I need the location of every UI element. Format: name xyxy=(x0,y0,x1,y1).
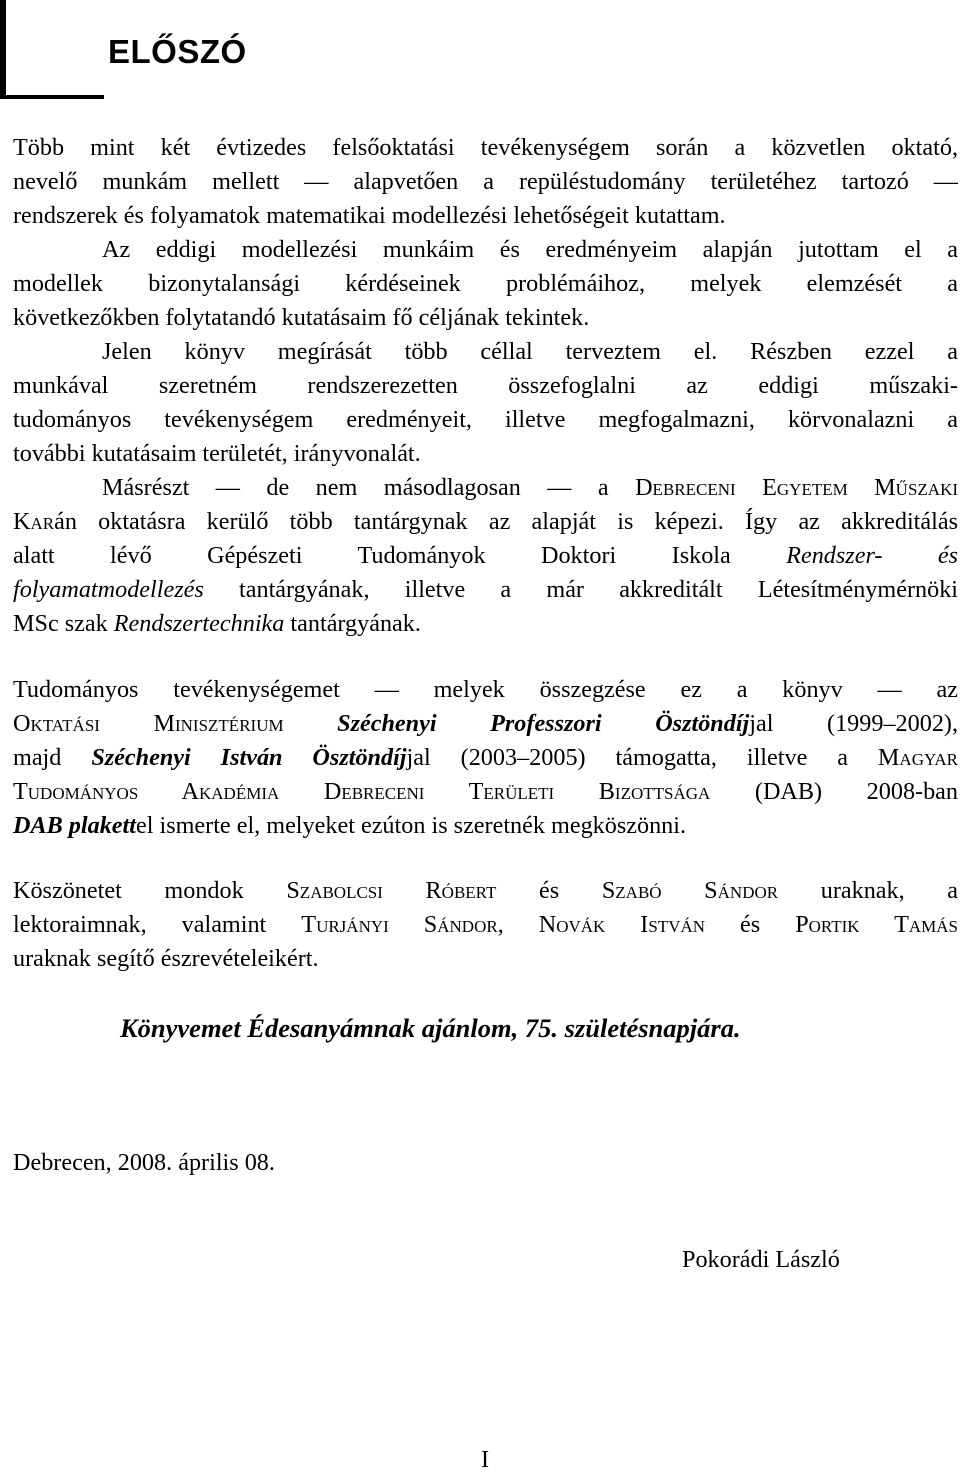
page-title: ELŐSZÓ xyxy=(108,33,247,70)
institution-name: Kar xyxy=(13,508,55,535)
text-line: további kutatásaim területét, irányvonalát. xyxy=(13,440,421,467)
corner-bracket-vertical xyxy=(0,0,6,99)
thanks-paragraph xyxy=(13,874,958,976)
text-line xyxy=(13,539,958,573)
text-line: lektoraimnak, valamint Turjányi Sándor, Novák István és Portik Tamás xyxy=(13,911,958,938)
text-segment: jal (1999–2002), xyxy=(749,710,958,737)
person-name: Portik Tamás xyxy=(795,911,958,938)
course-name: Rendszer- és xyxy=(786,542,958,569)
course-name: folyamatmodellezés xyxy=(13,576,204,603)
text-segment: és xyxy=(539,877,560,904)
author-signature: Pokorádi László xyxy=(682,1246,840,1273)
text-segment: (DAB) 2008-ban xyxy=(754,778,958,805)
corner-bracket-horizontal xyxy=(0,95,104,99)
text-segment: jal (2003–2005) támogatta, illetve a xyxy=(406,744,848,771)
page-number: I xyxy=(481,1446,490,1473)
dedication: Könyvemet Édesanyámnak ajánlom, 75. születésnapjára. xyxy=(120,1013,741,1043)
course-name: Rendszertechnika xyxy=(113,610,285,637)
text-line xyxy=(13,573,958,607)
scholarship-name: Széchenyi Professzori Ösztöndíj xyxy=(337,710,750,737)
text-line xyxy=(13,874,958,908)
text-line xyxy=(13,707,958,741)
place-date: Debrecen, 2008. április 08. xyxy=(13,1149,275,1176)
text-line xyxy=(13,471,958,505)
text-segment: tantárgyának. xyxy=(290,610,421,637)
text-line: tudományos tevékenységem eredményeit, illetve megfogalmazni, körvonalazni a xyxy=(13,406,958,433)
support-paragraph xyxy=(13,673,958,843)
text-segment: Részben ezzel a xyxy=(750,338,958,365)
text-segment: MSc szak xyxy=(13,610,108,637)
text-line xyxy=(13,607,958,641)
text-line: rendszerek és folyamatok matematikai modellezési lehetőségeit kutattam. xyxy=(13,202,726,229)
institution-name: Debreceni Egyetem Műszaki xyxy=(635,474,958,501)
text-segment: el ismerte el, melyeket ezúton is szeretnék megköszönni. xyxy=(135,812,687,839)
text-line xyxy=(13,505,958,539)
institution-name: Magyar xyxy=(877,744,958,771)
intro-paragraph xyxy=(13,131,958,641)
text-line: Több mint két évtizedes felsőoktatási tevékenységem során a közvetlen oktató, xyxy=(13,134,958,161)
person-name: Novák István xyxy=(538,911,706,938)
text-segment: majd xyxy=(13,744,62,771)
text-line: Az eddigi modellezési munkáim és eredményeim alapján jutottam el a xyxy=(102,236,958,263)
text-line: nevelő munkám mellett — alapvetően a repüléstudomány területéhez tartozó — xyxy=(13,168,958,195)
text-line: következőkben folytatandó kutatásaim fő céljának tekintek. xyxy=(13,304,590,331)
text-segment: Jelen könyv megírását több céllal terveztem el. xyxy=(102,338,718,365)
text-line xyxy=(13,809,958,843)
person-name: Szabó Sándor xyxy=(601,877,779,904)
text-segment: án oktatásra kerülő több tantárgynak az alapját is képezi. xyxy=(54,508,724,535)
text-segment: és xyxy=(740,911,761,938)
text-segment: alatt lévő Gépészeti Tudományok Doktori Iskola xyxy=(13,542,731,569)
text-line: munkával szeretném rendszerezetten összefoglalni az eddigi műszaki- xyxy=(13,372,958,399)
person-name: Turjányi Sándor xyxy=(301,911,498,938)
award-name: DAB plakett xyxy=(13,812,136,839)
text-line: Tudományos tevékenységemet — melyek összegzése ez a könyv — az xyxy=(13,676,958,703)
institution-name: Oktatási Minisztérium xyxy=(13,710,284,737)
text-line xyxy=(13,335,958,369)
scholarship-name: Széchenyi István Ösztöndíj xyxy=(91,744,407,771)
person-name: Szabolcsi Róbert xyxy=(286,877,497,904)
text-segment: tantárgyának, illetve a már akkreditált Létesítménymérnöki xyxy=(239,576,958,603)
text-line xyxy=(13,741,958,775)
text-line xyxy=(13,775,958,809)
text-segment: Másrészt — de nem másodlagosan — a xyxy=(102,474,609,501)
text-line: modellek bizonytalansági kérdéseinek problémáihoz, melyek elemzését a xyxy=(13,270,958,297)
text-segment: Köszönetet mondok xyxy=(13,877,244,904)
text-segment: Így az akkreditálás xyxy=(744,508,958,535)
institution-name: Tudományos Akadémia Debreceni Területi Bizottsága xyxy=(13,778,711,805)
text-segment: lektoraimnak, valamint xyxy=(13,911,267,938)
text-line: uraknak segítő észrevételeikért. xyxy=(13,945,319,972)
text-segment: uraknak, a xyxy=(820,877,958,904)
